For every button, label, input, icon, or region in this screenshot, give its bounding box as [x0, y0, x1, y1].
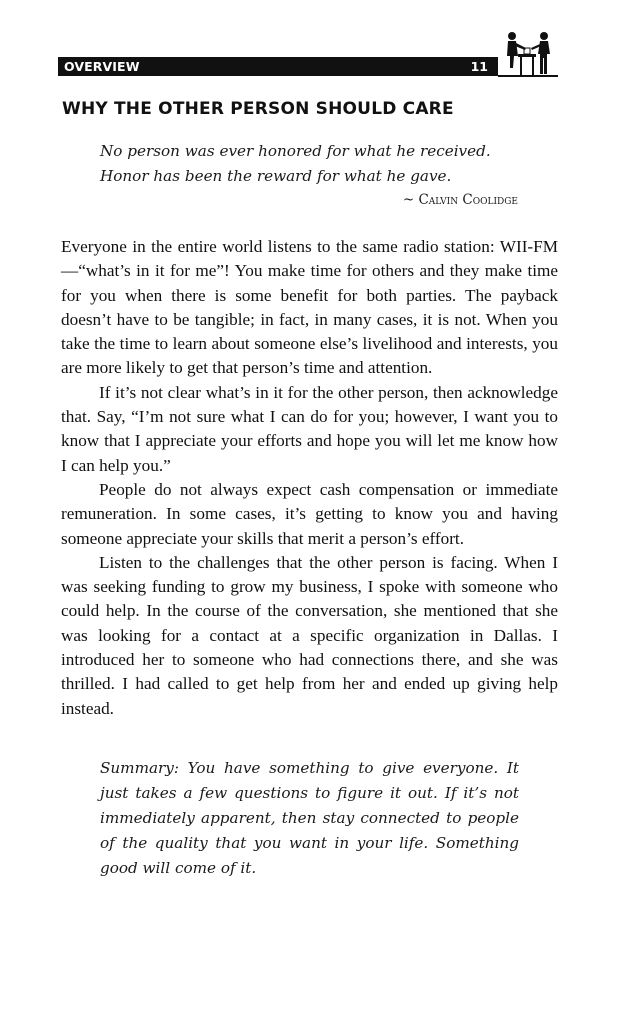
paragraph: Listen to the challenges that the other person is facing. When I was seeking funding to grow my business, I spoke with someone who could help. In the course of the conversation, she mentioned that she was looking for a contact at a specific organization in Dallas. I introduced her to someone who had connections there, and she was thrilled. I had called to get help from her and ended up giving help instead.	[61, 552, 558, 718]
body-text	[61, 235, 558, 721]
paragraph: Everyone in the entire world listens to the same radio station: WII-FM—“what’s in it for me”! You make time for others and they make time for you when there is some benefit for both parties. The payback doesn’t have to be tangible; in fact, in many cases, it is not. When you take the time to learn about someone else’s livelihood and interests, you are more likely to get that person’s time and attention.	[61, 237, 558, 378]
header-section-title: OVERVIEW	[64, 59, 140, 74]
summary-text: Summary: You have something to give everyone. It just takes a few questions to figure it out. If it’s not immediately apparent, then stay connected to people of the quality that you want in your life. Something good will come of it.	[100, 759, 519, 877]
epigraph-quote: No person was ever honored for what he received. Honor has been the reward for what he gave.	[100, 142, 491, 185]
paragraph: If it’s not clear what’s in it for the other person, then acknowledge that. Say, “I’m not sure what I can do for you; however, I want you to know that I appreciate your efforts and hope you will let me know how I can help you.”	[61, 382, 558, 475]
attribution-name: Calvin Coolidge	[418, 192, 518, 208]
epigraph-attribution	[100, 189, 518, 211]
paragraph: People do not always expect cash compensation or immediate remuneration. In some cases, it’s getting to know you and having someone appreciate your skills that merit a person’s effort.	[61, 479, 558, 548]
section-heading: WHY THE OTHER PERSON SHOULD CARE	[62, 99, 454, 119]
page-number: 11	[470, 59, 488, 74]
people-at-table-icon	[500, 28, 558, 76]
attribution-prefix: ~	[402, 192, 419, 208]
running-header	[58, 57, 498, 76]
